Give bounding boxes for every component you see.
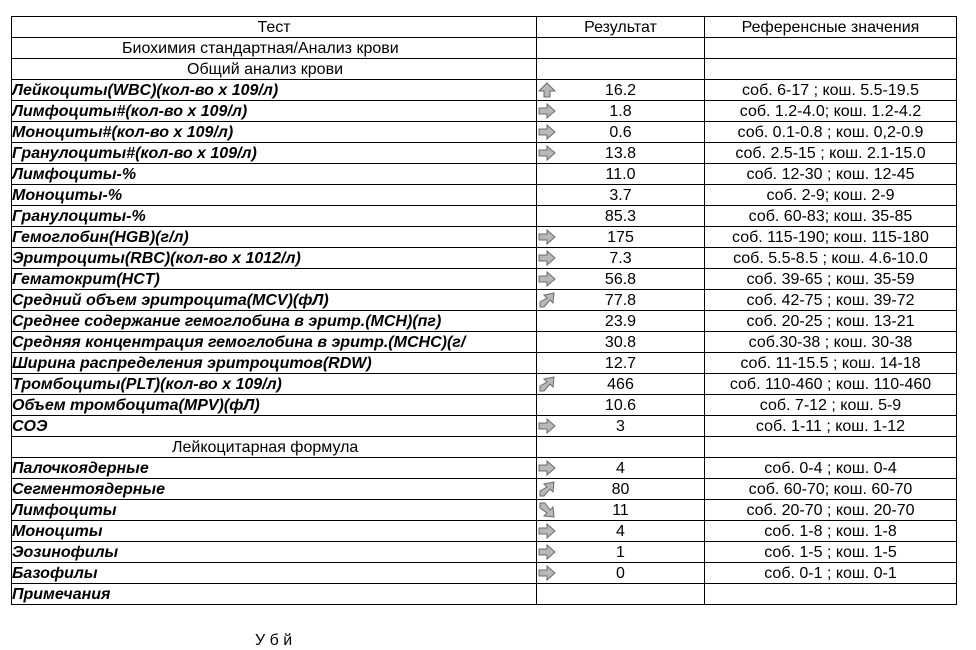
result-value: 4 xyxy=(616,459,625,477)
arrow-up-right-icon xyxy=(538,376,556,392)
reference-value xyxy=(705,38,957,59)
arrow-up-icon xyxy=(538,82,556,98)
table-row xyxy=(12,584,957,605)
result-cell xyxy=(537,143,705,164)
result-cell xyxy=(537,80,705,101)
table-row xyxy=(12,248,957,269)
test-name: Лимфоциты xyxy=(12,500,537,521)
result-value: 80 xyxy=(611,480,630,498)
reference-value: соб. 0.1-0.8 ; кош. 0,2-0.9 xyxy=(705,122,957,143)
section-title: Общий анализ крови xyxy=(12,59,537,80)
section-title: Лейкоцитарная формула xyxy=(12,437,537,458)
result-cell xyxy=(537,122,705,143)
reference-value xyxy=(705,59,957,80)
results-body xyxy=(12,38,957,605)
table-row xyxy=(12,332,957,353)
result-cell xyxy=(537,542,705,563)
reference-value: соб. 2.5-15 ; кош. 2.1-15.0 xyxy=(705,143,957,164)
reference-value: соб. 60-70; кош. 60-70 xyxy=(705,479,957,500)
result-cell xyxy=(537,458,705,479)
result-value: 11 xyxy=(612,501,629,519)
result-value: 77.8 xyxy=(604,291,637,309)
reference-value: соб.30-38 ; кош. 30-38 xyxy=(705,332,957,353)
test-name: СОЭ xyxy=(12,416,537,437)
test-name: Моноциты xyxy=(12,521,537,542)
result-cell xyxy=(537,437,705,458)
result-cell xyxy=(537,101,705,122)
result-cell xyxy=(537,395,705,416)
section-title: Биохимия стандартная/Анализ крови xyxy=(12,38,537,59)
result-cell xyxy=(537,416,705,437)
reference-value: соб. 1-11 ; кош. 1-12 xyxy=(705,416,957,437)
test-name: Моноциты#(кол-во x 109/л) xyxy=(12,122,537,143)
result-cell xyxy=(537,248,705,269)
table-row xyxy=(12,416,957,437)
reference-value: соб. 0-4 ; кош. 0-4 xyxy=(705,458,957,479)
result-value: 7.3 xyxy=(609,249,632,267)
result-value: 10.6 xyxy=(604,396,637,414)
table-row xyxy=(12,227,957,248)
arrow-right-icon xyxy=(538,418,556,434)
table-row xyxy=(12,206,957,227)
reference-value: соб. 1-5 ; кош. 1-5 xyxy=(705,542,957,563)
reference-value: соб. 0-1 ; кош. 0-1 xyxy=(705,563,957,584)
test-name: Средняя концентрация гемоглобина в эритр.(MCHC)(г/ xyxy=(12,332,537,353)
result-value: 1.8 xyxy=(609,102,632,120)
arrow-right-icon xyxy=(538,229,556,245)
test-name: Примечания xyxy=(12,584,537,605)
arrow-right-icon xyxy=(538,565,556,581)
arrow-right-icon xyxy=(538,103,556,119)
result-cell xyxy=(537,311,705,332)
test-name: Эозинофилы xyxy=(12,542,537,563)
reference-value: соб. 12-30 ; кош. 12-45 xyxy=(705,164,957,185)
result-value: 3 xyxy=(616,417,625,435)
arrow-down-right-icon xyxy=(538,502,556,518)
result-value: 4 xyxy=(616,522,625,540)
test-name: Гемоглобин(HGB)(г/л) xyxy=(12,227,537,248)
table-row xyxy=(12,458,957,479)
result-cell xyxy=(537,164,705,185)
result-value: 3.7 xyxy=(609,186,632,204)
result-cell xyxy=(537,479,705,500)
test-name: Лимфоциты#(кол-во x 109/л) xyxy=(12,101,537,122)
reference-value: соб. 110-460 ; кош. 110-460 xyxy=(705,374,957,395)
section-row xyxy=(12,38,957,59)
reference-value: соб. 1.2-4.0; кош. 1.2-4.2 xyxy=(705,101,957,122)
reference-value: соб. 2-9; кош. 2-9 xyxy=(705,185,957,206)
header-reference: Референсные значения xyxy=(705,17,957,38)
table-row xyxy=(12,80,957,101)
table-row xyxy=(12,374,957,395)
test-name: Эритроциты(RBC)(кол-во x 1012/л) xyxy=(12,248,537,269)
table-row xyxy=(12,500,957,521)
table-row xyxy=(12,563,957,584)
reference-value: соб. 20-70 ; кош. 20-70 xyxy=(705,500,957,521)
reference-value xyxy=(705,437,957,458)
arrow-right-icon xyxy=(538,271,556,287)
result-value: 175 xyxy=(607,228,634,246)
test-name: Объем тромбоцита(MPV)(фЛ) xyxy=(12,395,537,416)
result-value: 30.8 xyxy=(604,333,637,351)
footer-partial-text: У б й xyxy=(255,632,293,649)
table-row xyxy=(12,290,957,311)
test-name: Базофилы xyxy=(12,563,537,584)
result-value: 12.7 xyxy=(604,354,637,372)
result-cell xyxy=(537,206,705,227)
table-row xyxy=(12,353,957,374)
test-name: Ширина распределения эритроцитов(RDW) xyxy=(12,353,537,374)
table-row xyxy=(12,101,957,122)
test-name: Моноциты-% xyxy=(12,185,537,206)
result-value: 16.2 xyxy=(604,81,637,99)
test-name: Гранулоциты-% xyxy=(12,206,537,227)
arrow-up-right-icon xyxy=(538,481,556,497)
table-row xyxy=(12,164,957,185)
arrow-up-right-icon xyxy=(538,292,556,308)
table-row xyxy=(12,311,957,332)
test-name: Сегментоядерные xyxy=(12,479,537,500)
reference-value: соб. 7-12 ; кош. 5-9 xyxy=(705,395,957,416)
result-value: 0 xyxy=(616,564,625,582)
result-value: 11.0 xyxy=(605,165,636,183)
result-cell xyxy=(537,374,705,395)
reference-value xyxy=(705,584,957,605)
result-value: 0.6 xyxy=(609,123,632,141)
result-value: 56.8 xyxy=(604,270,637,288)
table-row xyxy=(12,521,957,542)
reference-value: соб. 5.5-8.5 ; кош. 4.6-10.0 xyxy=(705,248,957,269)
test-name: Тромбоциты(PLT)(кол-во x 109/л) xyxy=(12,374,537,395)
test-name: Гематокрит(HCT) xyxy=(12,269,537,290)
result-value: 23.9 xyxy=(604,312,637,330)
result-cell xyxy=(537,59,705,80)
arrow-right-icon xyxy=(538,250,556,266)
arrow-right-icon xyxy=(538,544,556,560)
table-row xyxy=(12,143,957,164)
reference-value: соб. 11-15.5 ; кош. 14-18 xyxy=(705,353,957,374)
table-row xyxy=(12,122,957,143)
table-row xyxy=(12,185,957,206)
result-cell xyxy=(537,38,705,59)
table-row xyxy=(12,395,957,416)
lab-results-table xyxy=(11,16,957,605)
result-cell xyxy=(537,563,705,584)
result-cell xyxy=(537,500,705,521)
table-row xyxy=(12,542,957,563)
result-value: 466 xyxy=(607,375,634,393)
result-cell xyxy=(537,227,705,248)
result-value: 85.3 xyxy=(604,207,637,225)
test-name: Лимфоциты-% xyxy=(12,164,537,185)
reference-value: соб. 6-17 ; кош. 5.5-19.5 xyxy=(705,80,957,101)
arrow-right-icon xyxy=(538,460,556,476)
header-row xyxy=(12,17,957,38)
result-cell xyxy=(537,269,705,290)
reference-value: соб. 1-8 ; кош. 1-8 xyxy=(705,521,957,542)
header-test: Тест xyxy=(12,17,537,38)
test-name: Лейкоциты(WBC)(кол-во x 109/л) xyxy=(12,80,537,101)
result-cell xyxy=(537,290,705,311)
table-row xyxy=(12,479,957,500)
result-cell xyxy=(537,185,705,206)
section-row xyxy=(12,59,957,80)
reference-value: соб. 60-83; кош. 35-85 xyxy=(705,206,957,227)
test-name: Палочкоядерные xyxy=(12,458,537,479)
reference-value: соб. 20-25 ; кош. 13-21 xyxy=(705,311,957,332)
reference-value: соб. 39-65 ; кош. 35-59 xyxy=(705,269,957,290)
reference-value: соб. 42-75 ; кош. 39-72 xyxy=(705,290,957,311)
reference-value: соб. 115-190; кош. 115-180 xyxy=(705,227,957,248)
arrow-right-icon xyxy=(538,145,556,161)
result-value: 13.8 xyxy=(604,144,637,162)
test-name: Гранулоциты#(кол-во x 109/л) xyxy=(12,143,537,164)
test-name: Среднее содержание гемоглобина в эритр.(MCH)(пг) xyxy=(12,311,537,332)
arrow-right-icon xyxy=(538,124,556,140)
arrow-right-icon xyxy=(538,523,556,539)
table-row xyxy=(12,269,957,290)
header-result: Результат xyxy=(537,17,705,38)
result-cell xyxy=(537,521,705,542)
result-cell xyxy=(537,584,705,605)
section-row xyxy=(12,437,957,458)
result-cell xyxy=(537,332,705,353)
result-value: 1 xyxy=(616,543,625,561)
test-name: Средний объем эритроцита(MCV)(фЛ) xyxy=(12,290,537,311)
result-cell xyxy=(537,353,705,374)
